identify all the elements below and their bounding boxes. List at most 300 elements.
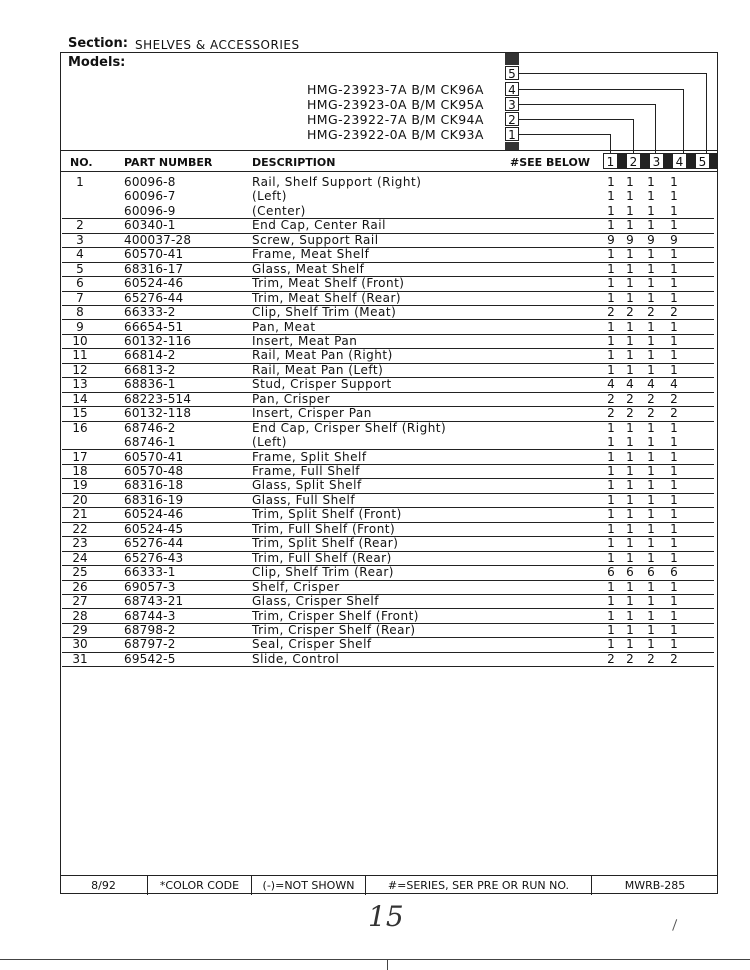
row-description: Trim, Full Shelf (Front) <box>252 521 396 536</box>
table-row <box>62 536 714 551</box>
row-description: Seal, Crisper Shelf <box>252 637 372 652</box>
row-qty-model-3: 1 <box>647 507 655 522</box>
row-part-number: 65276-44 <box>124 536 184 551</box>
table-row <box>62 565 714 580</box>
row-qty-model-4: 1 <box>670 362 678 377</box>
model-line-3: HMG-23922-7A B/M CK94A <box>307 112 484 127</box>
row-qty-model-1: 1 <box>607 261 615 276</box>
row-qty-model-3: 1 <box>647 464 655 478</box>
row-qty-model-4: 1 <box>670 348 678 363</box>
row-part-number: 68798-2 <box>124 622 176 637</box>
table-row <box>62 233 714 248</box>
footer-date: 8/92 <box>60 876 148 895</box>
row-qty-model-1: 1 <box>607 333 615 348</box>
col-divider-dark-3 <box>664 153 672 169</box>
row-qty-model-1: 1 <box>607 622 615 637</box>
row-description: Trim, Crisper Shelf (Front) <box>252 608 419 623</box>
row-qty-model-1: 1 <box>607 594 615 609</box>
table-row <box>62 175 714 189</box>
row-qty-model-4: 1 <box>670 276 678 291</box>
connector-3-v <box>655 104 656 153</box>
row-qty-model-2: 1 <box>626 435 634 450</box>
row-item-number: 28 <box>72 608 88 623</box>
row-item-number: 10 <box>72 333 88 348</box>
row-item-number: 3 <box>76 232 84 247</box>
row-qty-model-2: 1 <box>626 218 634 233</box>
row-item-number: 5 <box>76 261 84 276</box>
row-qty-model-3: 1 <box>647 247 655 262</box>
row-qty-model-2: 2 <box>626 651 634 666</box>
row-qty-model-4: 1 <box>670 464 678 478</box>
row-part-number: 68746-2 <box>124 420 176 435</box>
row-qty-model-3: 2 <box>647 305 655 320</box>
model-line-1: HMG-23923-7A B/M CK96A <box>307 82 484 97</box>
row-part-number: 69542-5 <box>124 651 176 666</box>
row-qty-model-2: 1 <box>626 203 634 218</box>
footer-series-note: #=SERIES, SER PRE OR RUN NO. <box>366 876 592 895</box>
row-qty-model-2: 1 <box>626 319 634 334</box>
footer-not-shown: (-)=NOT SHOWN <box>252 876 366 895</box>
connector-2-h <box>519 119 634 120</box>
row-qty-model-4: 1 <box>670 319 678 334</box>
row-qty-model-3: 1 <box>647 276 655 291</box>
row-qty-model-3: 1 <box>647 203 655 218</box>
model-box-2: 2 <box>505 112 519 126</box>
row-description: Trim, Full Shelf (Rear) <box>252 550 392 565</box>
row-qty-model-2: 1 <box>626 594 634 609</box>
table-row <box>62 623 714 638</box>
row-description: Glass, Split Shelf <box>252 478 362 493</box>
row-qty-model-4: 1 <box>670 507 678 522</box>
row-qty-model-3: 1 <box>647 492 655 507</box>
row-part-number: 69057-3 <box>124 579 176 594</box>
row-qty-model-3: 1 <box>647 550 655 565</box>
row-qty-model-4: 1 <box>670 333 678 348</box>
row-qty-model-4: 1 <box>670 189 678 204</box>
row-qty-model-4: 6 <box>670 565 678 580</box>
row-description: Rail, Shelf Support (Right) <box>252 175 422 189</box>
row-description: (Left) <box>252 435 287 450</box>
row-qty-model-1: 1 <box>607 464 615 478</box>
model-box-4: 4 <box>505 82 519 96</box>
row-part-number: 60096-8 <box>124 175 176 189</box>
connector-4-h <box>519 89 684 90</box>
row-qty-model-1: 1 <box>607 507 615 522</box>
row-item-number: 30 <box>72 637 88 652</box>
col-header-part-number: PART NUMBER <box>124 156 213 169</box>
row-qty-model-2: 1 <box>626 536 634 551</box>
row-qty-model-1: 1 <box>607 492 615 507</box>
row-item-number: 21 <box>72 507 88 522</box>
connector-5-v <box>706 73 707 153</box>
row-item-number: 19 <box>72 478 88 493</box>
row-qty-model-1: 1 <box>607 290 615 305</box>
table-row <box>62 247 714 262</box>
row-qty-model-2: 2 <box>626 406 634 421</box>
row-qty-model-4: 1 <box>670 290 678 305</box>
table-row <box>62 450 714 465</box>
row-part-number: 68746-1 <box>124 435 176 450</box>
model-box-1: 1 <box>505 127 519 141</box>
row-qty-model-4: 2 <box>670 305 678 320</box>
row-item-number: 31 <box>72 651 88 666</box>
row-qty-model-4: 1 <box>670 247 678 262</box>
row-qty-model-3: 1 <box>647 608 655 623</box>
row-item-number: 25 <box>72 565 88 580</box>
table-row <box>62 406 714 421</box>
row-description: Trim, Crisper Shelf (Rear) <box>252 622 416 637</box>
row-qty-model-3: 1 <box>647 594 655 609</box>
row-qty-model-2: 1 <box>626 175 634 189</box>
row-qty-model-4: 2 <box>670 651 678 666</box>
row-qty-model-1: 1 <box>607 319 615 334</box>
table-row <box>62 348 714 363</box>
row-qty-model-4: 1 <box>670 449 678 464</box>
row-part-number: 66814-2 <box>124 348 176 363</box>
row-qty-model-1: 1 <box>607 449 615 464</box>
row-qty-model-4: 1 <box>670 550 678 565</box>
row-description: Glass, Crisper Shelf <box>252 594 379 609</box>
row-qty-model-1: 1 <box>607 536 615 551</box>
row-qty-model-1: 1 <box>607 579 615 594</box>
row-qty-model-1: 1 <box>607 175 615 189</box>
row-qty-model-4: 1 <box>670 203 678 218</box>
row-qty-model-2: 2 <box>626 391 634 406</box>
row-part-number: 66654-51 <box>124 319 184 334</box>
row-part-number: 60132-118 <box>124 406 192 421</box>
table-row <box>62 464 714 479</box>
row-description: Trim, Meat Shelf (Front) <box>252 276 405 291</box>
table-row <box>62 189 714 203</box>
row-qty-model-2: 1 <box>626 507 634 522</box>
row-qty-model-2: 1 <box>626 247 634 262</box>
row-part-number: 60570-41 <box>124 449 184 464</box>
row-qty-model-2: 1 <box>626 261 634 276</box>
row-qty-model-2: 4 <box>626 377 634 392</box>
row-part-number: 60132-116 <box>124 333 192 348</box>
col-divider-dark-1 <box>618 153 626 169</box>
row-description: End Cap, Crisper Shelf (Right) <box>252 420 447 435</box>
row-description: Frame, Full Shelf <box>252 464 361 478</box>
connector-2-v <box>633 119 634 153</box>
row-part-number: 60096-9 <box>124 203 176 218</box>
row-part-number: 60570-48 <box>124 464 184 478</box>
row-qty-model-4: 2 <box>670 391 678 406</box>
row-item-number: 22 <box>72 521 88 536</box>
row-qty-model-2: 1 <box>626 579 634 594</box>
table-row <box>62 377 714 392</box>
col-box-3: 3 <box>649 153 664 169</box>
row-qty-model-4: 1 <box>670 420 678 435</box>
row-qty-model-3: 1 <box>647 175 655 189</box>
footer-bar <box>60 875 718 895</box>
model-box-5: 5 <box>505 66 519 80</box>
row-description: Slide, Control <box>252 651 340 666</box>
row-qty-model-2: 1 <box>626 290 634 305</box>
row-qty-model-2: 1 <box>626 622 634 637</box>
table-row <box>62 320 714 335</box>
row-description: Clip, Shelf Trim (Rear) <box>252 565 394 580</box>
row-qty-model-3: 1 <box>647 290 655 305</box>
row-item-number: 11 <box>72 348 88 363</box>
row-description: Trim, Meat Shelf (Rear) <box>252 290 402 305</box>
row-description: Pan, Meat <box>252 319 316 334</box>
row-part-number: 60524-45 <box>124 521 184 536</box>
row-item-number: 23 <box>72 536 88 551</box>
table-row <box>62 262 714 277</box>
table-row <box>62 392 714 407</box>
row-description: End Cap, Center Rail <box>252 218 386 233</box>
table-row <box>62 421 714 435</box>
row-qty-model-1: 6 <box>607 565 615 580</box>
col-divider-dark-4 <box>687 153 695 169</box>
row-item-number: 4 <box>76 247 84 262</box>
row-item-number: 16 <box>72 420 88 435</box>
row-qty-model-2: 1 <box>626 420 634 435</box>
row-qty-model-2: 1 <box>626 348 634 363</box>
row-part-number: 68223-514 <box>124 391 192 406</box>
model-box-3: 3 <box>505 97 519 111</box>
row-description: Clip, Shelf Trim (Meat) <box>252 305 397 320</box>
row-description: Glass, Full Shelf <box>252 492 356 507</box>
row-part-number: 60096-7 <box>124 189 176 204</box>
row-part-number: 400037-28 <box>124 232 192 247</box>
row-qty-model-1: 2 <box>607 651 615 666</box>
row-qty-model-3: 1 <box>647 622 655 637</box>
row-qty-model-4: 1 <box>670 435 678 450</box>
row-part-number: 65276-44 <box>124 290 184 305</box>
row-item-number: 13 <box>72 377 88 392</box>
row-qty-model-3: 1 <box>647 348 655 363</box>
row-qty-model-3: 1 <box>647 189 655 204</box>
row-qty-model-1: 2 <box>607 391 615 406</box>
row-qty-model-1: 1 <box>607 247 615 262</box>
row-qty-model-4: 1 <box>670 594 678 609</box>
row-part-number: 60524-46 <box>124 276 184 291</box>
row-qty-model-1: 2 <box>607 305 615 320</box>
row-item-number: 24 <box>72 550 88 565</box>
row-description: (Left) <box>252 189 287 204</box>
table-row <box>62 363 714 378</box>
row-item-number: 29 <box>72 622 88 637</box>
section-value: SHELVES & ACCESSORIES <box>135 38 300 52</box>
bottom-tick <box>387 960 388 970</box>
row-qty-model-2: 1 <box>626 464 634 478</box>
table-row <box>62 522 714 537</box>
row-qty-model-3: 9 <box>647 232 655 247</box>
row-description: Stud, Crisper Support <box>252 377 392 392</box>
row-qty-model-4: 1 <box>670 492 678 507</box>
table-row <box>62 435 714 450</box>
row-item-number: 6 <box>76 276 84 291</box>
row-qty-model-4: 1 <box>670 261 678 276</box>
row-qty-model-1: 1 <box>607 348 615 363</box>
table-row <box>62 218 714 233</box>
row-qty-model-4: 1 <box>670 622 678 637</box>
row-qty-model-3: 1 <box>647 333 655 348</box>
row-qty-model-1: 1 <box>607 478 615 493</box>
col-header-see-below: #SEE BELOW <box>510 156 590 169</box>
section-label: Section: <box>68 36 128 51</box>
connector-4-v <box>683 89 684 153</box>
row-description: Frame, Meat Shelf <box>252 247 370 262</box>
row-qty-model-2: 1 <box>626 521 634 536</box>
row-qty-model-4: 1 <box>670 637 678 652</box>
row-qty-model-1: 1 <box>607 435 615 450</box>
row-item-number: 1 <box>76 175 84 189</box>
row-qty-model-3: 6 <box>647 565 655 580</box>
col-header-description: DESCRIPTION <box>252 156 336 169</box>
model-box-marker-bottom <box>505 142 519 150</box>
row-qty-model-3: 1 <box>647 420 655 435</box>
row-description: (Center) <box>252 203 306 218</box>
row-qty-model-4: 1 <box>670 536 678 551</box>
row-qty-model-2: 1 <box>626 608 634 623</box>
col-box-5: 5 <box>695 153 710 169</box>
header-top-rule <box>60 150 718 151</box>
table-row <box>62 276 714 291</box>
row-qty-model-3: 1 <box>647 579 655 594</box>
footer-color-code: *COLOR CODE <box>148 876 252 895</box>
row-part-number: 68316-18 <box>124 478 184 493</box>
row-description: Insert, Meat Pan <box>252 333 358 348</box>
row-qty-model-1: 1 <box>607 521 615 536</box>
row-qty-model-4: 1 <box>670 521 678 536</box>
header-bottom-rule <box>60 171 718 172</box>
row-item-number: 27 <box>72 594 88 609</box>
handwritten-page-number: 15 <box>368 900 404 933</box>
row-qty-model-2: 9 <box>626 232 634 247</box>
row-qty-model-1: 1 <box>607 276 615 291</box>
model-box-marker <box>505 53 519 65</box>
row-description: Glass, Meat Shelf <box>252 261 365 276</box>
row-item-number: 18 <box>72 464 88 478</box>
row-qty-model-2: 1 <box>626 333 634 348</box>
connector-5-h <box>519 73 707 74</box>
row-item-number: 2 <box>76 218 84 233</box>
row-qty-model-3: 2 <box>647 651 655 666</box>
row-qty-model-1: 1 <box>607 420 615 435</box>
table-row <box>62 580 714 595</box>
row-item-number: 17 <box>72 449 88 464</box>
row-description: Rail, Meat Pan (Left) <box>252 362 384 377</box>
row-qty-model-4: 1 <box>670 175 678 189</box>
col-box-2: 2 <box>626 153 641 169</box>
row-part-number: 65276-43 <box>124 550 184 565</box>
col-divider-dark-2 <box>641 153 649 169</box>
row-qty-model-2: 1 <box>626 189 634 204</box>
row-qty-model-1: 2 <box>607 406 615 421</box>
row-part-number: 60570-41 <box>124 247 184 262</box>
row-qty-model-2: 1 <box>626 362 634 377</box>
row-qty-model-2: 1 <box>626 492 634 507</box>
row-qty-model-3: 1 <box>647 218 655 233</box>
table-row <box>62 204 714 219</box>
bottom-rule <box>0 959 750 960</box>
row-qty-model-3: 1 <box>647 449 655 464</box>
row-qty-model-4: 1 <box>670 579 678 594</box>
row-item-number: 20 <box>72 492 88 507</box>
row-qty-model-1: 1 <box>607 189 615 204</box>
row-description: Pan, Crisper <box>252 391 331 406</box>
row-item-number: 8 <box>76 305 84 320</box>
row-qty-model-1: 9 <box>607 232 615 247</box>
table-row <box>62 334 714 349</box>
row-qty-model-3: 1 <box>647 319 655 334</box>
col-divider-dark-5 <box>710 153 718 169</box>
row-part-number: 66813-2 <box>124 362 176 377</box>
row-qty-model-1: 1 <box>607 218 615 233</box>
table-row <box>62 551 714 566</box>
row-item-number: 15 <box>72 406 88 421</box>
row-part-number: 66333-2 <box>124 305 176 320</box>
row-qty-model-3: 2 <box>647 391 655 406</box>
row-qty-model-1: 1 <box>607 608 615 623</box>
table-row <box>62 305 714 320</box>
row-qty-model-3: 1 <box>647 536 655 551</box>
table-row <box>62 478 714 493</box>
row-qty-model-2: 1 <box>626 478 634 493</box>
footer-doc-id: MWRB-285 <box>624 879 686 892</box>
row-description: Trim, Split Shelf (Rear) <box>252 536 399 551</box>
table-row <box>62 493 714 508</box>
row-item-number: 7 <box>76 290 84 305</box>
connector-3-h <box>519 104 656 105</box>
row-qty-model-1: 1 <box>607 203 615 218</box>
row-part-number: 68743-21 <box>124 594 184 609</box>
table-row <box>62 609 714 624</box>
row-qty-model-1: 4 <box>607 377 615 392</box>
row-part-number: 68744-3 <box>124 608 176 623</box>
row-qty-model-2: 1 <box>626 637 634 652</box>
row-part-number: 60340-1 <box>124 218 176 233</box>
row-part-number: 68316-19 <box>124 492 184 507</box>
table-row <box>62 291 714 306</box>
col-box-1: 1 <box>603 153 618 169</box>
models-label: Models: <box>68 55 126 70</box>
row-description: Insert, Crisper Pan <box>252 406 372 421</box>
row-qty-model-3: 1 <box>647 637 655 652</box>
row-item-number: 26 <box>72 579 88 594</box>
table-row <box>62 637 714 652</box>
row-qty-model-4: 1 <box>670 608 678 623</box>
table-row <box>62 652 714 667</box>
row-qty-model-4: 2 <box>670 406 678 421</box>
row-description: Trim, Split Shelf (Front) <box>252 507 402 522</box>
row-description: Shelf, Crisper <box>252 579 340 594</box>
row-part-number: 68836-1 <box>124 377 176 392</box>
row-qty-model-2: 2 <box>626 305 634 320</box>
row-item-number: 12 <box>72 362 88 377</box>
row-qty-model-2: 1 <box>626 449 634 464</box>
row-qty-model-2: 1 <box>626 550 634 565</box>
row-qty-model-2: 1 <box>626 276 634 291</box>
connector-1-h <box>519 134 611 135</box>
row-qty-model-4: 1 <box>670 218 678 233</box>
row-qty-model-3: 1 <box>647 261 655 276</box>
row-qty-model-3: 1 <box>647 521 655 536</box>
row-qty-model-3: 1 <box>647 478 655 493</box>
row-description: Screw, Support Rail <box>252 232 379 247</box>
row-qty-model-4: 4 <box>670 377 678 392</box>
model-line-4: HMG-23922-0A B/M CK93A <box>307 127 484 142</box>
row-item-number: 9 <box>76 319 84 334</box>
row-qty-model-3: 4 <box>647 377 655 392</box>
table-row <box>62 507 714 522</box>
col-box-4: 4 <box>672 153 687 169</box>
row-qty-model-3: 2 <box>647 406 655 421</box>
row-qty-model-4: 1 <box>670 478 678 493</box>
